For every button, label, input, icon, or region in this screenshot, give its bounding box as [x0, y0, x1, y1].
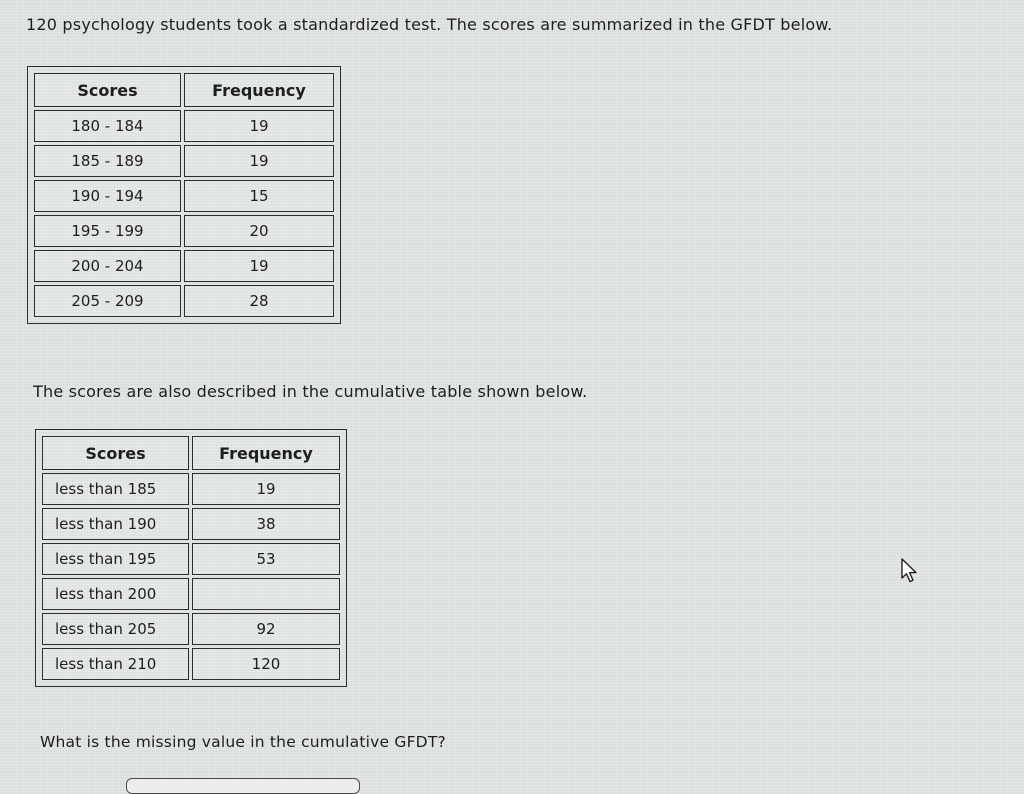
- gfdt-frequency-cell: 19: [184, 145, 334, 177]
- table-row: [42, 578, 340, 610]
- table-row: [34, 110, 334, 142]
- question-text: What is the missing value in the cumulative GFDT?: [40, 733, 446, 751]
- answer-input[interactable]: [126, 778, 360, 794]
- cumulative-header-scores: Scores: [42, 436, 189, 470]
- table-row: [42, 543, 340, 575]
- cumulative-score-cell: less than 190: [42, 508, 189, 540]
- gfdt-score-cell: 195 - 199: [34, 215, 181, 247]
- cumulative-intro-text: The scores are also described in the cumulative table shown below.: [33, 382, 588, 401]
- gfdt-header-row: [34, 73, 334, 107]
- table-row: [42, 508, 340, 540]
- table-row: [42, 613, 340, 645]
- intro-text: 120 psychology students took a standardized test. The scores are summarized in the GFDT below.: [26, 15, 833, 34]
- cumulative-table-frame: [35, 429, 347, 687]
- gfdt-score-cell: 180 - 184: [34, 110, 181, 142]
- gfdt-score-cell: 190 - 194: [34, 180, 181, 212]
- gfdt-frequency-cell: 20: [184, 215, 334, 247]
- cumulative-score-cell: less than 185: [42, 473, 189, 505]
- gfdt-frequency-cell: 19: [184, 250, 334, 282]
- gfdt-score-cell: 200 - 204: [34, 250, 181, 282]
- mouse-pointer-icon: [900, 558, 920, 584]
- cumulative-table: [39, 433, 343, 683]
- gfdt-score-cell: 185 - 189: [34, 145, 181, 177]
- cumulative-header-row: [42, 436, 340, 470]
- table-row: [34, 250, 334, 282]
- cumulative-score-cell: less than 195: [42, 543, 189, 575]
- table-row: [42, 648, 340, 680]
- table-row: [34, 180, 334, 212]
- table-row: [34, 215, 334, 247]
- cumulative-frequency-cell: 92: [192, 613, 340, 645]
- gfdt-header-frequency: Frequency: [184, 73, 334, 107]
- cumulative-frequency-cell: 38: [192, 508, 340, 540]
- gfdt-frequency-cell: 15: [184, 180, 334, 212]
- gfdt-score-cell: 205 - 209: [34, 285, 181, 317]
- gfdt-table-frame: [27, 66, 341, 324]
- cumulative-frequency-cell: 53: [192, 543, 340, 575]
- cumulative-score-cell: less than 210: [42, 648, 189, 680]
- cumulative-frequency-cell: 120: [192, 648, 340, 680]
- table-row: [34, 145, 334, 177]
- gfdt-frequency-cell: 19: [184, 110, 334, 142]
- missing-frequency-cell: [192, 578, 340, 610]
- gfdt-table: [31, 70, 337, 320]
- cumulative-score-cell: less than 205: [42, 613, 189, 645]
- table-row: [42, 473, 340, 505]
- table-row: [34, 285, 334, 317]
- cumulative-header-frequency: Frequency: [192, 436, 340, 470]
- gfdt-header-scores: Scores: [34, 73, 181, 107]
- cumulative-frequency-cell: 19: [192, 473, 340, 505]
- cumulative-score-cell: less than 200: [42, 578, 189, 610]
- gfdt-frequency-cell: 28: [184, 285, 334, 317]
